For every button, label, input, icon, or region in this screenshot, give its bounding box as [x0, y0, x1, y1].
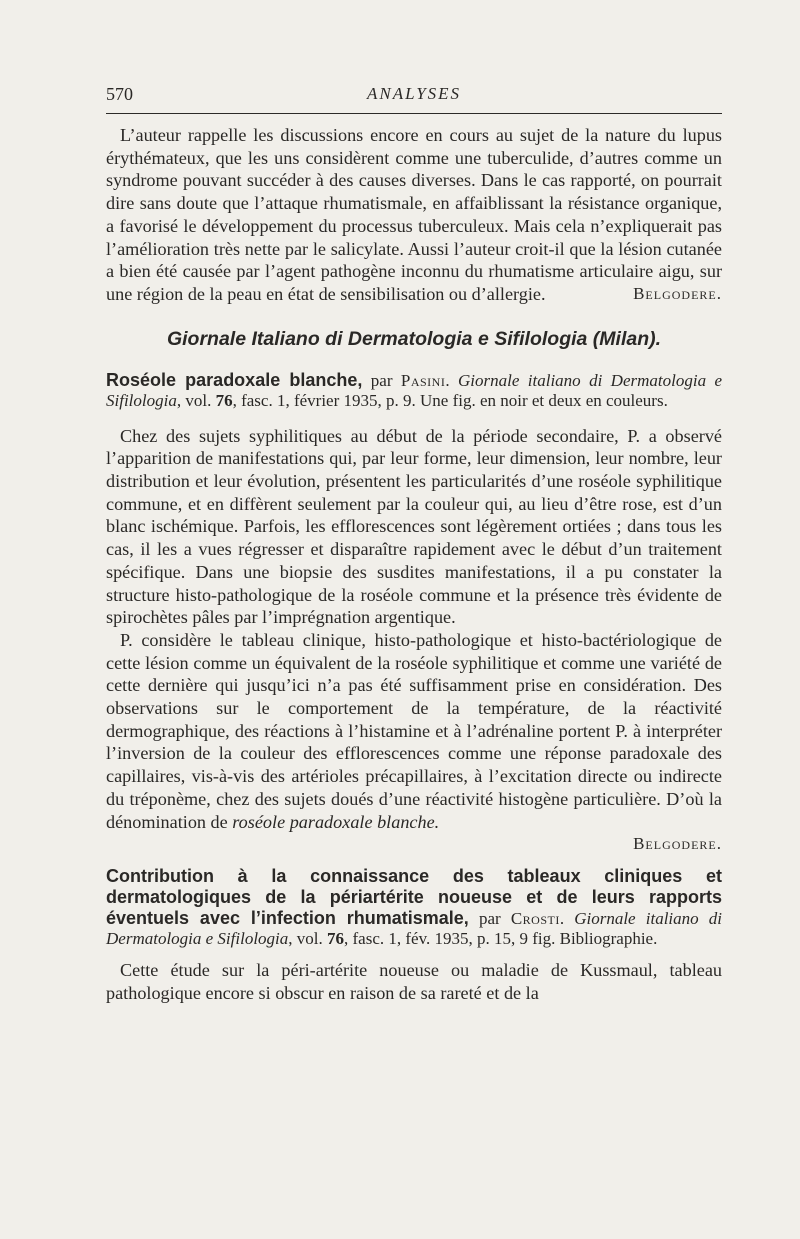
article1-journal: Giornale italiano di Dermatologia e Sifilologia — [106, 370, 723, 410]
article1-author: Pasini — [400, 370, 446, 390]
article2-journal: Giornale italiano di Dermatologia e Sifilologia — [106, 908, 722, 948]
header-rule — [106, 113, 722, 114]
article2-volume: 76 — [327, 928, 345, 948]
article1-title: Roséole paradoxale blanche, — [106, 369, 363, 390]
article1-sep: . — [445, 370, 458, 390]
journal-heading: Giornale Italiano di Dermatologia e Sifilologia (Milan). — [166, 327, 662, 350]
running-head: ANALYSES — [366, 84, 462, 103]
article1-par: par — [362, 370, 401, 390]
page-body — [106, 124, 722, 1004]
article2-paragraph-1: Cette étude sur la péri-artérite noueuse ou maladie de Kussmaul, tableau pathologique encore si obscur en raison de sa rareté et de la — [106, 959, 722, 1003]
article1-p2-text: P. considère le tableau clinique, histo-pathologique et histo-bactériologique de cette lésion comme un équivalent de la roséole syphilitique et comme une variété de cette dernière qui jusqu’ici n’a pas été suffisamment prise en considération. Des observations sur le comportement de la température, de la réactivité dermographique, des réactions à l’histamine et à l’adrénaline portent P. à interpréter l’inversion de la couleur des efflorescences comme une réponse paradoxale des capillaires, vis-à-vis des artérioles précapillaires, à l’excitation directe ou indirecte du tréponème, chez des sujets doués d’une réactivité histogène particulière. D’où la dénomination de — [106, 629, 722, 832]
spacer — [106, 949, 722, 959]
article2-title: Contribution à la connaissance des tableaux cliniques et dermatologiques de la périartérite noueuse et de leurs rapports éventuels avec l’infection rhumatismale, — [106, 865, 722, 928]
article1-paragraph-1: Chez des sujets syphilitiques au début de la période secondaire, P. a observé l’apparition de manifestations qui, par leur forme, leur dimension, leur nombre, leur distribution et leur évolution, présentent les particularités d’une roséole syphilitique commune, et en diffèrent seulement par la couleur qui, au lieu d’être rose, est d’un blanc ischémique. Parfois, les efflorescences sont légèrement ortiées ; dans tous les cas, il les a vues régresser et disparaître rapidement avec le début d’un traitement spécifique. Dans une biopsie des susdites manifestations, il a pu constater la structure histo-pathologique de la roséole commune et la présence très évidente de spirochètes pâles par l’imprégnation argentique. — [106, 425, 722, 628]
section1-signature: Belgodere. — [633, 283, 722, 303]
article1-paragraph-2 — [106, 629, 722, 833]
page-number: 570 — [106, 84, 133, 104]
article2-par: par — [468, 908, 511, 928]
section1-paragraph — [106, 124, 722, 306]
spacer — [106, 411, 722, 425]
article1-p2-italic: roséole paradoxale blanche. — [232, 811, 440, 832]
spacer — [106, 856, 722, 866]
article2-sep: . — [559, 908, 575, 928]
running-header — [106, 84, 722, 108]
article1-rest: , fasc. 1, février 1935, p. 9. Une fig. en noir et deux en couleurs. — [232, 390, 668, 410]
article1-signature: Belgodere. — [633, 834, 722, 854]
article1-citation — [106, 370, 722, 411]
section1-text: L’auteur rappelle les discussions encore en cours au sujet de la nature du lupus érythémateux, que les uns considèrent comme une tuberculide, d’autres comme un syndrome pouvant succéder à des causes diverses. Dans le cas rapporté, on pourrait dire sans doute que l’attaque rhumatismale, en affaiblissant la résistance organique, a favorisé le développement du processus tuberculeux. Mais cela n’expliquerait pas l’amélioration très nette par le salicylate. Aussi l’auteur croit-il que la lésion cutanée a bien été causée par l’agent pathogène inconnu du rhumatisme articulaire aigu, sur une région de la peau en état de sensibilisation ou d’allergie. — [106, 125, 722, 304]
article2-author: Crosti — [510, 908, 560, 928]
article2-citation — [106, 866, 722, 949]
article2-vol-pre: , vol. — [288, 928, 328, 948]
article1-vol-pre: , vol. — [176, 390, 216, 410]
article1-volume: 76 — [215, 390, 233, 410]
article2-rest: , fasc. 1, fév. 1935, p. 15, 9 fig. Bibliographie. — [344, 928, 658, 948]
